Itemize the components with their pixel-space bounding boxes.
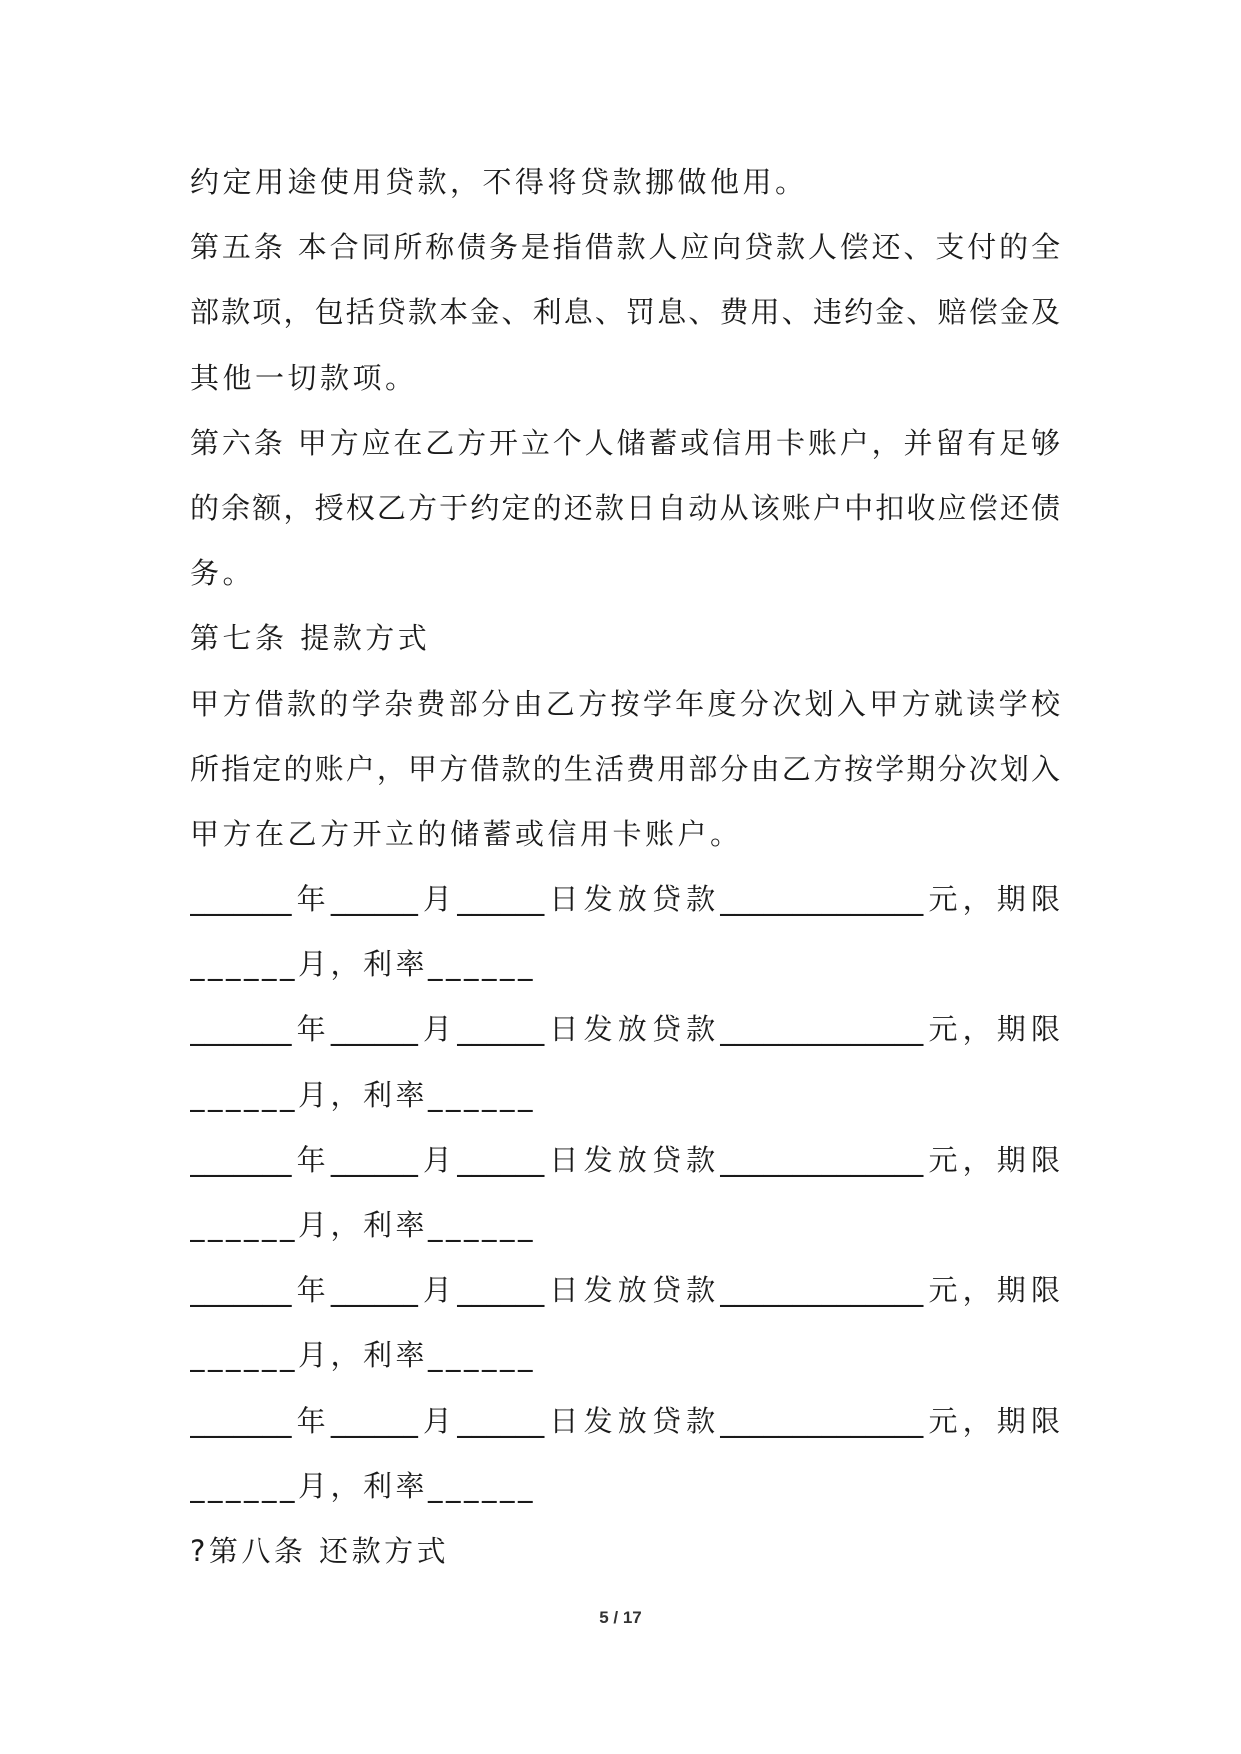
loan-term-rate-line: ______月，利率______ [190, 1468, 537, 1503]
loan-term-rate-line: ______月，利率______ [190, 1208, 537, 1242]
text-line: 约定用途使用贷款，不得将贷款挪做他用。 [190, 165, 808, 199]
text-line: 其他一切款项。 [190, 360, 418, 395]
loan-term-rate-line: ______月，利率______ [190, 947, 537, 982]
text-line: 的余额，授权乙方于约定的还款日自动从该账户中扣收应偿还债 [190, 490, 1060, 525]
loan-disbursement-line: _______年______月______日发放贷款______________元，期限 [190, 1273, 1060, 1308]
article-5-line: 第五条 本合同所称债务是指借款人应向贷款人偿还、支付的全 [190, 230, 1060, 265]
article-6-line: 第六条 甲方应在乙方开立个人储蓄或信用卡账户，并留有足够 [190, 425, 1060, 460]
loan-disbursement-line: _______年______月______日发放贷款______________元，期限 [190, 1142, 1060, 1177]
loan-disbursement-line: _______年______月______日发放贷款______________元，期限 [190, 882, 1060, 917]
text-line: 甲方在乙方开立的储蓄或信用卡账户。 [190, 816, 743, 851]
page-number: 5 / 17 [599, 1608, 642, 1627]
article-8-heading: ?第八条 还款方式 [190, 1533, 450, 1568]
loan-term-rate-line: ______月，利率______ [190, 1338, 537, 1373]
text-line: 所指定的账户，甲方借款的生活费用部分由乙方按学期分次划入 [190, 751, 1060, 786]
text-line: 甲方借款的学杂费部分由乙方按学年度分次划入甲方就读学校 [190, 686, 1060, 721]
text-line: 部款项，包括贷款本金、利息、罚息、费用、违约金、赔偿金及 [190, 295, 1060, 330]
loan-disbursement-line: _______年______月______日发放贷款______________元，期限 [190, 1403, 1060, 1438]
article-7-heading: 第七条 提款方式 [190, 621, 431, 656]
loan-disbursement-line: _______年______月______日发放贷款______________元，期限 [190, 1012, 1060, 1047]
document-body [190, 150, 1060, 1584]
text-line: 务。 [190, 556, 256, 591]
loan-term-rate-line: ______月，利率______ [190, 1077, 537, 1112]
